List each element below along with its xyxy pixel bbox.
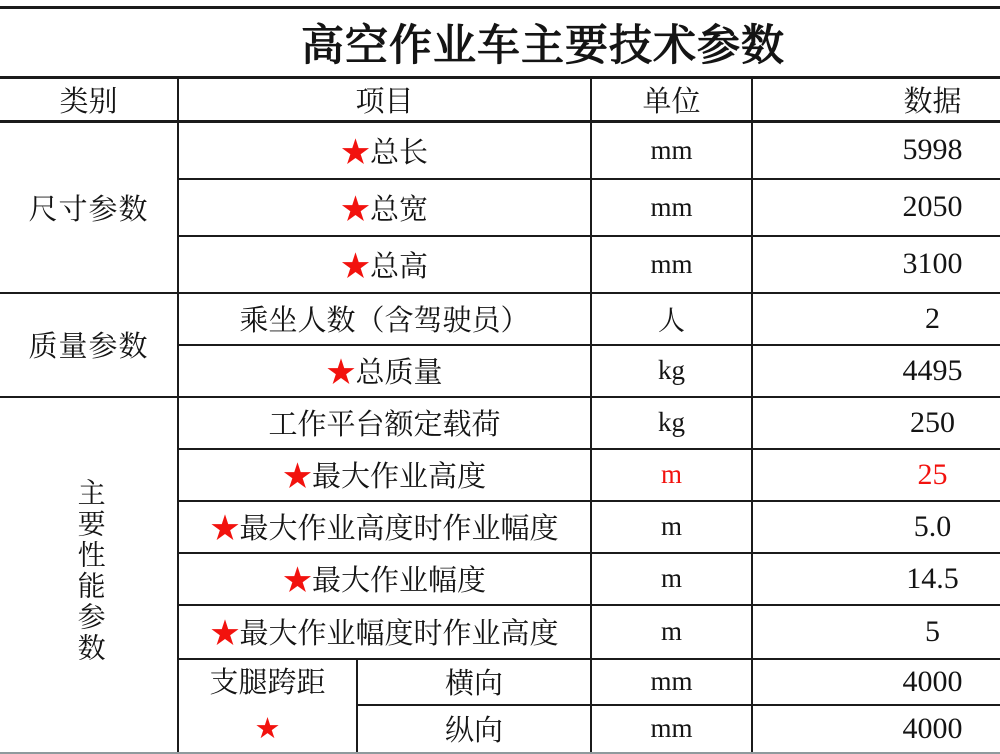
value-cell: 25 [752, 449, 1000, 501]
unit-cell: m [591, 501, 752, 553]
category-cell-main-performance [0, 397, 178, 753]
value-cell: 4000 [752, 705, 1000, 753]
unit-cell: m [591, 605, 752, 659]
value-cell: 4495 [752, 345, 1000, 397]
item-label: 总宽 [370, 193, 429, 226]
table-row [0, 122, 1000, 179]
outrigger-span-cell [178, 659, 357, 753]
value-cell: 5998 [752, 122, 1000, 179]
value-cell: 5.0 [752, 501, 1000, 553]
item-label: 最大作业高度时作业幅度 [239, 513, 559, 545]
value-cell: 5 [752, 605, 1000, 659]
star-icon: ★ [210, 618, 240, 650]
item-label: 总高 [370, 250, 429, 283]
star-icon: ★ [340, 250, 370, 283]
item-cell [178, 553, 591, 605]
item-cell: 纵向 [357, 705, 591, 753]
header-item: 项目 [178, 78, 591, 122]
header-unit: 单位 [591, 78, 752, 122]
star-icon: ★ [326, 357, 356, 389]
star-icon: ★ [340, 193, 370, 226]
star-icon: ★ [340, 136, 370, 169]
unit-cell: kg [591, 397, 752, 449]
unit-cell: 人 [591, 293, 752, 345]
table-row [0, 293, 1000, 345]
item-cell [178, 501, 591, 553]
item-cell: 工作平台额定载荷 [178, 397, 591, 449]
unit-cell: m [591, 449, 752, 501]
value-cell: 14.5 [752, 553, 1000, 605]
unit-cell: mm [591, 659, 752, 705]
star-icon: ★ [282, 461, 312, 493]
item-label: 总质量 [355, 357, 443, 389]
value-cell: 250 [752, 397, 1000, 449]
item-cell [178, 605, 591, 659]
unit-cell: mm [591, 236, 752, 293]
table-row [0, 397, 1000, 449]
page-title: 高空作业车主要技术参数 [0, 8, 1000, 78]
header-row [0, 78, 1000, 122]
category-cell-mass: 质量参数 [0, 293, 178, 397]
item-cell [178, 345, 591, 397]
item-cell [178, 236, 591, 293]
category-cell-dimensions: 尺寸参数 [0, 122, 178, 293]
outrigger-label: 支腿跨距 [209, 666, 326, 699]
unit-cell: mm [591, 122, 752, 179]
title-row [0, 8, 1000, 78]
item-label: 最大作业幅度 [312, 565, 487, 597]
item-label: 总长 [370, 136, 429, 169]
value-cell: 2 [752, 293, 1000, 345]
document-page [0, 6, 1000, 754]
header-value: 数据 [752, 78, 1000, 122]
item-label: 最大作业幅度时作业高度 [239, 618, 559, 650]
value-cell: 2050 [752, 179, 1000, 236]
star-icon: ★ [210, 513, 240, 545]
item-label: 最大作业高度 [312, 461, 487, 493]
star-icon: ★ [282, 565, 312, 597]
item-cell: 横向 [357, 659, 591, 705]
item-cell: 乘坐人数（含驾驶员） [178, 293, 591, 345]
value-cell: 3100 [752, 236, 1000, 293]
unit-cell: mm [591, 705, 752, 753]
star-icon: ★ [254, 712, 281, 745]
unit-cell: mm [591, 179, 752, 236]
unit-cell: kg [591, 345, 752, 397]
unit-cell: m [591, 553, 752, 605]
value-cell: 4000 [752, 659, 1000, 705]
item-cell [178, 179, 591, 236]
header-category: 类别 [0, 78, 178, 122]
vertical-category-label: 主要性能参数 [73, 477, 105, 664]
item-cell [178, 449, 591, 501]
item-cell [178, 122, 591, 179]
parameters-table [0, 6, 1000, 754]
